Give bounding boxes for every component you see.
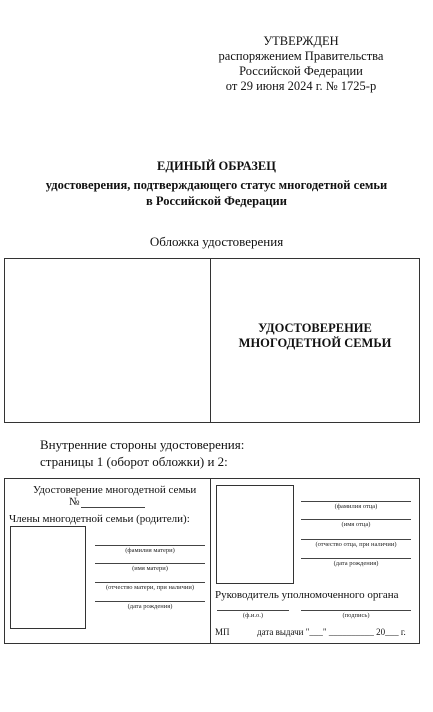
mother-birthdate-caption: (дата рождения) bbox=[127, 603, 173, 610]
title-line-2: удостоверения, подтверждающего статус многодетной семьи bbox=[45, 178, 388, 192]
mother-patronymic-line bbox=[95, 582, 205, 583]
mother-birthdate-line bbox=[95, 601, 205, 602]
father-patronymic-caption: (отчество отца, при наличии) bbox=[315, 541, 397, 548]
father-surname-caption: (фамилия отца) bbox=[334, 503, 378, 510]
head-signature-line bbox=[301, 610, 411, 611]
approval-block bbox=[216, 34, 386, 94]
cover-title-line-2: МНОГОДЕТНОЙ СЕМЬИ bbox=[238, 336, 392, 350]
members-label: Члены многодетной семьи (родители): bbox=[9, 513, 190, 525]
inner-caption-line-2: страницы 1 (оборот обложки) и 2: bbox=[40, 454, 228, 469]
document-title bbox=[0, 158, 433, 209]
father-birthdate-line bbox=[301, 558, 411, 559]
authority-head-label: Руководитель уполномоченного органа bbox=[215, 589, 399, 601]
father-photo-box bbox=[216, 485, 294, 584]
cover-title bbox=[211, 321, 419, 351]
inner-left-heading: Удостоверение многодетной семьи bbox=[33, 484, 197, 496]
title-line-1: ЕДИНЫЙ ОБРАЗЕЦ bbox=[157, 159, 276, 173]
approval-title: УТВЕРЖДЕН bbox=[263, 34, 339, 48]
head-signature-caption: (подпись) bbox=[342, 612, 370, 619]
father-patronymic-line bbox=[301, 539, 411, 540]
mother-name-line bbox=[95, 563, 205, 564]
approval-authority: распоряжением Правительства bbox=[218, 49, 384, 63]
inner-caption bbox=[40, 436, 244, 470]
inner-fold-line bbox=[210, 479, 211, 643]
certificate-number-line bbox=[81, 507, 145, 508]
cover-title-line-1: УДОСТОВЕРЕНИЕ bbox=[258, 321, 372, 335]
mother-surname-caption: (фамилия матери) bbox=[125, 547, 175, 554]
title-line-3: в Российской Федерации bbox=[146, 194, 287, 208]
father-name-line bbox=[301, 519, 411, 520]
approval-date: от 29 июня 2024 г. № 1725-р bbox=[225, 79, 377, 93]
mother-photo-box bbox=[10, 526, 86, 629]
issue-date-label: дата выдачи "___" __________ 20___ г. bbox=[257, 627, 406, 637]
father-surname-line bbox=[301, 501, 411, 502]
head-fio-line bbox=[217, 610, 289, 611]
head-fio-caption: (ф.и.о.) bbox=[242, 612, 264, 619]
cover-caption: Обложка удостоверения bbox=[149, 234, 284, 249]
mother-surname-line bbox=[95, 545, 205, 546]
inner-pages-sample bbox=[4, 478, 420, 644]
father-birthdate-caption: (дата рождения) bbox=[333, 560, 379, 567]
inner-caption-line-1: Внутренние стороны удостоверения: bbox=[40, 437, 245, 452]
certificate-number-label: № bbox=[69, 496, 80, 508]
approval-country: Российской Федерации bbox=[239, 64, 363, 78]
mother-patronymic-caption: (отчество матери, при наличии) bbox=[106, 584, 194, 591]
seal-label: МП bbox=[215, 627, 230, 637]
cover-sample bbox=[4, 258, 420, 423]
father-name-caption: (имя отца) bbox=[341, 521, 371, 528]
mother-name-caption: (имя матери) bbox=[132, 565, 168, 572]
